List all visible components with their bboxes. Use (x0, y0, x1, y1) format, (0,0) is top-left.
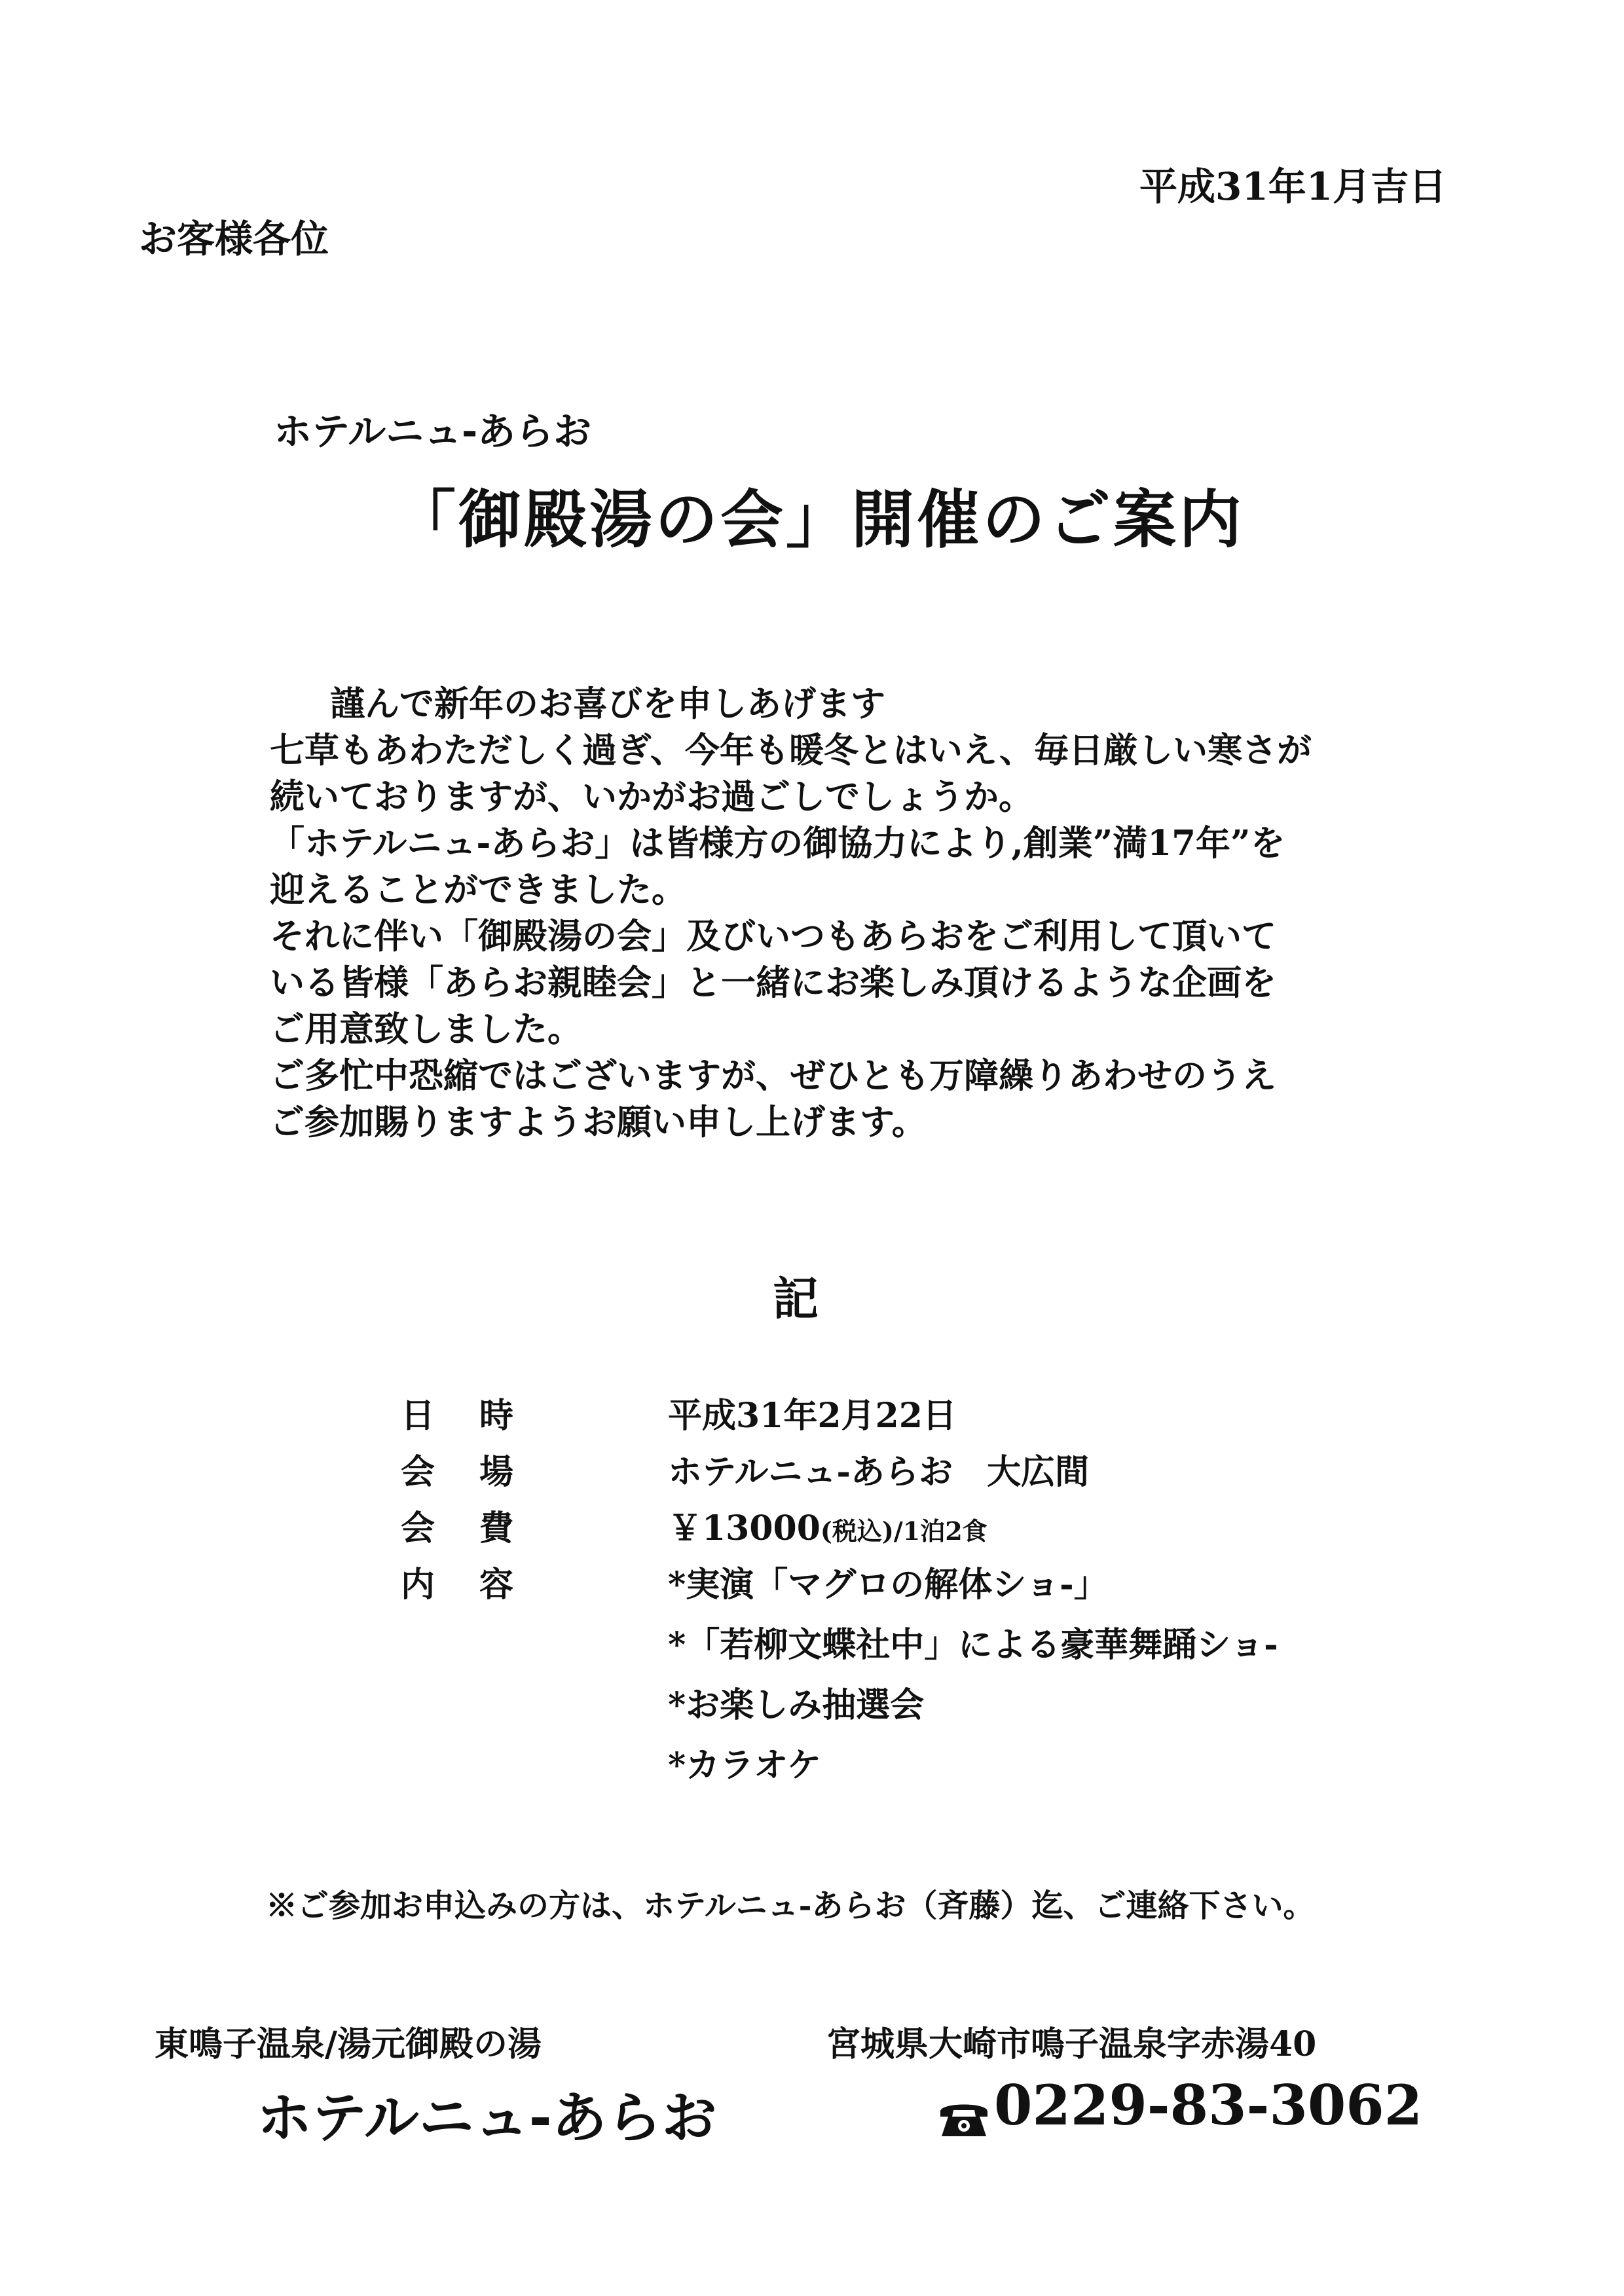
body-line: 「ホテルニュ-あらお」は皆様方の御協力により,創業”満17年”を (270, 823, 1285, 864)
content-item: *実演「マグロの解体ショ-」 (668, 1565, 1108, 1605)
body-line: ご用意致しました。 (270, 1009, 582, 1049)
footer-hotel-name: ホテルニュ-あらお (257, 2086, 717, 2150)
body-line: 迎えることができました。 (270, 869, 686, 910)
fee-stay: /1泊2食 (893, 1516, 987, 1546)
body-line: それに伴い「御殿湯の会」及びいつもあらおをご利用して頂いて (270, 916, 1276, 957)
application-note: ※ご参加お申込みの方は、ホテルニュ-あらお（斉藤）迄、ご連絡下さい。 (266, 1887, 1315, 1924)
datetime-value: 平成31年2月22日 (668, 1396, 957, 1436)
issue-date: 平成31年1月吉日 (1139, 164, 1447, 209)
phone-number: 0229-83-3062 (994, 2073, 1423, 2138)
content-item: *「若柳文蝶社中」による豪華舞踊ショ- (668, 1625, 1278, 1665)
ki-heading: 記 (773, 1271, 819, 1326)
body-line: 謹んで新年のお喜びを申しあげます (330, 683, 885, 724)
fee-amount: ￥13000 (668, 1508, 821, 1548)
footer-address: 宮城県大崎市鳴子温泉字赤湯40 (826, 2024, 1317, 2064)
telephone-icon (938, 2088, 990, 2132)
page-title: 「御殿湯の会」開催のご案内 (393, 483, 1244, 556)
venue-value: ホテルニュ-あらお 大広間 (668, 1452, 1089, 1492)
datetime-label: 日時 (401, 1396, 559, 1436)
body-line: ご参加賜りますようお願い申し上げます。 (270, 1102, 927, 1142)
addressee: お客様各位 (139, 217, 329, 261)
body-line: いる皆様「あらお親睦会」と一緒にお楽しみ頂けるような企画を (270, 962, 1276, 1003)
body-line: ご多忙中恐縮ではございますが、ぜひとも万障繰りあわせのうえ (270, 1055, 1276, 1096)
body-line: 七草もあわただしく過ぎ、今年も暖冬とはいえ、毎日厳しい寒さが (270, 730, 1312, 771)
fee-value (668, 1501, 987, 1550)
fee-tax: (税込) (820, 1516, 894, 1546)
content-label: 内容 (401, 1565, 559, 1605)
content-item: *お楽しみ抽選会 (668, 1685, 925, 1725)
title-hotel-name: ホテルニュ-あらお (274, 409, 592, 454)
greeting-body (270, 681, 1344, 1146)
fee-label: 会費 (401, 1508, 559, 1548)
body-line: 続いておりますが、いかがお過ごしでしょうか。 (270, 776, 1033, 817)
footer-phone (938, 2073, 1422, 2138)
content-item: *カラオケ (668, 1745, 822, 1785)
footer-spa-name: 東鳴子温泉/湯元御殿の湯 (155, 2024, 542, 2064)
venue-label: 会場 (401, 1452, 559, 1492)
